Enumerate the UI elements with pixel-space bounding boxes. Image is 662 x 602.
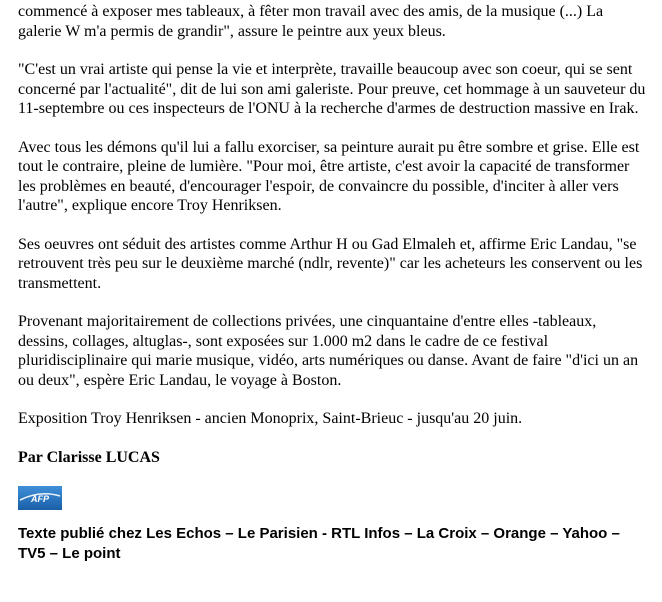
publication-note: Texte publié chez Les Echos – Le Parisien - RTL Infos – La Croix – Orange – Yahoo – TV5 – Le point — [18, 525, 620, 562]
article-paragraph-6: Exposition Troy Henriksen - ancien Monoprix, Saint-Brieuc - jusqu'au 20 juin. — [18, 410, 523, 427]
article-page — [18, 2, 648, 583]
article-paragraph-1: commencé à exposer mes tableaux, à fêter mon travail avec des amis, de la musique (...) La galerie W m'a permis de grandir", assure le peintre aux yeux bleus. — [18, 3, 604, 40]
byline: Par Clarisse LUCAS — [18, 448, 160, 466]
afp-logo-icon — [18, 486, 62, 510]
article-paragraph-2: "C'est un vrai artiste qui pense la vie et interprète, travaille beaucoup avec son coeur, qui se sent concerné par l'actualité", dit de lui son ami galeriste. Pour preuve, cet hommage à un sauveteur du 11-septembre ou ces inspecteurs de l'ONU à la recherche d'armes de destruction massive en Irak. — [18, 61, 646, 117]
article-paragraph-4: Ses oeuvres ont séduit des artistes comme Arthur H ou Gad Elmaleh et, affirme Eric Landau, "se retrouvent très peu sur le deuxième marché (ndlr, revente)" car les acheteurs les conservent ou les transmettent. — [18, 235, 643, 292]
article-paragraph-5: Provenant majoritairement de collections privées, une cinquantaine d'entre elles -tableaux, dessins, collages, altuglas-, sont exposées sur 1.000 m2 dans le cadre de ce festival pluridisciplinaire qui marie musique, vidéo, arts numériques ou danse. Avant de faire "d'ici un an ou deux", espère Eric Landau, le voyage à Boston. — [18, 313, 639, 389]
article-paragraph-3: Avec tous les démons qu'il lui a fallu exorciser, sa peinture aurait pu être sombre et grise. Elle est tout le contraire, pleine de lumière. "Pour moi, être artiste, c'est avoir la capacité de transformer les problèmes en beauté, d'encourager l'espoir, de convaincre du possible, d'inciter à aller vers l'autre", explique encore Troy Henriksen. — [18, 138, 640, 214]
afp-logo-text: AFP — [31, 494, 49, 504]
